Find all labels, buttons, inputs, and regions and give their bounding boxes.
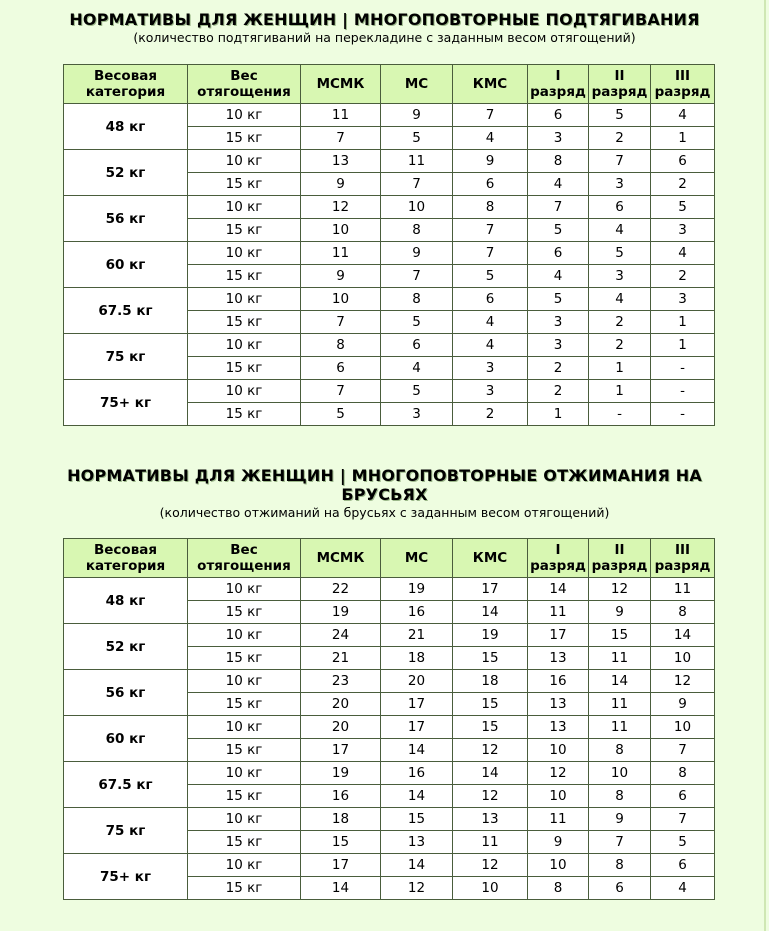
value-cell: 9	[651, 693, 715, 716]
extra-weight-cell: 10 кг	[188, 380, 301, 403]
table-row	[64, 808, 715, 831]
value-cell: 9	[589, 808, 651, 831]
value-cell: 13	[381, 831, 453, 854]
value-cell: 19	[453, 624, 528, 647]
value-cell: 5	[651, 196, 715, 219]
value-cell: 2	[453, 403, 528, 426]
value-cell: 13	[453, 808, 528, 831]
value-cell: 8	[381, 219, 453, 242]
value-cell: 1	[528, 403, 589, 426]
value-cell: 8	[381, 288, 453, 311]
value-cell: 16	[528, 670, 589, 693]
extra-weight-cell: 10 кг	[188, 624, 301, 647]
table-row	[64, 242, 715, 265]
value-cell: 12	[453, 785, 528, 808]
value-cell: -	[651, 403, 715, 426]
value-cell: 3	[528, 127, 589, 150]
value-cell: 6	[651, 854, 715, 877]
value-cell: 10	[301, 288, 381, 311]
value-cell: 4	[381, 357, 453, 380]
value-cell: 3	[453, 380, 528, 403]
extra-weight-cell: 15 кг	[188, 265, 301, 288]
value-cell: 17	[381, 693, 453, 716]
value-cell: 7	[528, 196, 589, 219]
value-cell: 14	[381, 785, 453, 808]
value-cell: 17	[381, 716, 453, 739]
weight-category-cell: 75 кг	[64, 334, 188, 380]
value-cell: 19	[301, 601, 381, 624]
extra-weight-cell: 10 кг	[188, 104, 301, 127]
value-cell: 13	[301, 150, 381, 173]
extra-weight-cell: 15 кг	[188, 127, 301, 150]
weight-category-cell: 48 кг	[64, 578, 188, 624]
value-cell: 9	[453, 150, 528, 173]
value-cell: 12	[453, 854, 528, 877]
value-cell: 7	[381, 265, 453, 288]
value-cell: 8	[301, 334, 381, 357]
header-ms: МС	[381, 65, 453, 104]
value-cell: 7	[301, 380, 381, 403]
value-cell: 18	[381, 647, 453, 670]
extra-weight-cell: 15 кг	[188, 357, 301, 380]
extra-weight-cell: 15 кг	[188, 403, 301, 426]
extra-weight-cell: 10 кг	[188, 150, 301, 173]
value-cell: 14	[589, 670, 651, 693]
value-cell: 7	[301, 127, 381, 150]
value-cell: 8	[528, 877, 589, 900]
value-cell: 14	[381, 854, 453, 877]
value-cell: 5	[453, 265, 528, 288]
extra-weight-cell: 15 кг	[188, 311, 301, 334]
table-row	[64, 196, 715, 219]
value-cell: 14	[651, 624, 715, 647]
value-cell: 10	[528, 785, 589, 808]
value-cell: 14	[453, 762, 528, 785]
value-cell: 5	[589, 242, 651, 265]
value-cell: 12	[301, 196, 381, 219]
table-row	[64, 104, 715, 127]
value-cell: 4	[651, 877, 715, 900]
value-cell: 6	[453, 173, 528, 196]
value-cell: 4	[528, 265, 589, 288]
dips-title: НОРМАТИВЫ ДЛЯ ЖЕНЩИН | МНОГОПОВТОРНЫЕ ОТЖИМАНИЯ НА БРУСЬЯХ	[67, 466, 702, 504]
value-cell: 24	[301, 624, 381, 647]
value-cell: 14	[453, 601, 528, 624]
header-rank-1: I разряд	[528, 539, 589, 578]
value-cell: 19	[381, 578, 453, 601]
header-kms: КМС	[453, 65, 528, 104]
value-cell: 5	[381, 380, 453, 403]
extra-weight-cell: 15 кг	[188, 785, 301, 808]
value-cell: -	[589, 403, 651, 426]
value-cell: 10	[589, 762, 651, 785]
value-cell: 2	[589, 127, 651, 150]
header-rank-3: III разряд	[651, 65, 715, 104]
value-cell: 17	[528, 624, 589, 647]
value-cell: 8	[589, 854, 651, 877]
table-row	[64, 150, 715, 173]
weight-category-cell: 56 кг	[64, 196, 188, 242]
value-cell: 10	[651, 647, 715, 670]
extra-weight-cell: 10 кг	[188, 196, 301, 219]
value-cell: 20	[381, 670, 453, 693]
value-cell: 9	[381, 242, 453, 265]
weight-category-cell: 75+ кг	[64, 854, 188, 900]
pullups-table	[63, 64, 715, 426]
value-cell: 11	[528, 808, 589, 831]
dips-section	[0, 466, 769, 520]
value-cell: 17	[453, 578, 528, 601]
value-cell: 3	[589, 173, 651, 196]
extra-weight-cell: 10 кг	[188, 854, 301, 877]
extra-weight-cell: 15 кг	[188, 877, 301, 900]
value-cell: 7	[589, 831, 651, 854]
value-cell: 9	[301, 265, 381, 288]
value-cell: 8	[589, 739, 651, 762]
value-cell: 12	[528, 762, 589, 785]
value-cell: 21	[381, 624, 453, 647]
value-cell: 7	[453, 104, 528, 127]
value-cell: 10	[301, 219, 381, 242]
extra-weight-cell: 10 кг	[188, 716, 301, 739]
value-cell: 6	[589, 196, 651, 219]
value-cell: 5	[528, 288, 589, 311]
value-cell: 12	[589, 578, 651, 601]
extra-weight-cell: 10 кг	[188, 762, 301, 785]
value-cell: 8	[651, 762, 715, 785]
weight-category-cell: 48 кг	[64, 104, 188, 150]
value-cell: 3	[589, 265, 651, 288]
value-cell: 11	[589, 693, 651, 716]
table-row	[64, 716, 715, 739]
value-cell: 9	[301, 173, 381, 196]
extra-weight-cell: 15 кг	[188, 601, 301, 624]
value-cell: 9	[528, 831, 589, 854]
value-cell: 11	[651, 578, 715, 601]
table-row	[64, 288, 715, 311]
weight-category-cell: 60 кг	[64, 242, 188, 288]
header-rank-2: II разряд	[589, 65, 651, 104]
value-cell: 10	[528, 854, 589, 877]
pullups-subtitle: (количество подтягиваний на перекладине с заданным весом отягощений)	[133, 30, 636, 45]
value-cell: 9	[381, 104, 453, 127]
value-cell: 3	[651, 288, 715, 311]
value-cell: 20	[301, 693, 381, 716]
header-weight-category: Весовая категория	[64, 539, 188, 578]
extra-weight-cell: 15 кг	[188, 831, 301, 854]
value-cell: 8	[453, 196, 528, 219]
value-cell: 1	[651, 311, 715, 334]
value-cell: 2	[528, 380, 589, 403]
value-cell: 14	[381, 739, 453, 762]
weight-category-cell: 75 кг	[64, 808, 188, 854]
value-cell: 3	[651, 219, 715, 242]
extra-weight-cell: 15 кг	[188, 173, 301, 196]
header-row	[64, 65, 715, 104]
value-cell: 12	[651, 670, 715, 693]
value-cell: 13	[528, 693, 589, 716]
header-weight-category: Весовая категория	[64, 65, 188, 104]
value-cell: 23	[301, 670, 381, 693]
value-cell: 7	[453, 242, 528, 265]
value-cell: 10	[651, 716, 715, 739]
value-cell: 2	[651, 173, 715, 196]
table-row	[64, 762, 715, 785]
value-cell: 21	[301, 647, 381, 670]
value-cell: 7	[381, 173, 453, 196]
value-cell: 5	[301, 403, 381, 426]
extra-weight-cell: 10 кг	[188, 670, 301, 693]
value-cell: 14	[301, 877, 381, 900]
pullups-title: НОРМАТИВЫ ДЛЯ ЖЕНЩИН | МНОГОПОВТОРНЫЕ ПОДТЯГИВАНИЯ	[69, 10, 700, 29]
header-extra-weight: Вес отягощения	[188, 539, 301, 578]
value-cell: 12	[453, 739, 528, 762]
value-cell: 6	[651, 150, 715, 173]
value-cell: 2	[589, 334, 651, 357]
value-cell: 10	[381, 196, 453, 219]
value-cell: 20	[301, 716, 381, 739]
header-rank-2: II разряд	[589, 539, 651, 578]
extra-weight-cell: 15 кг	[188, 693, 301, 716]
value-cell: 4	[589, 288, 651, 311]
value-cell: 3	[453, 357, 528, 380]
value-cell: 1	[589, 380, 651, 403]
value-cell: 6	[381, 334, 453, 357]
value-cell: 15	[381, 808, 453, 831]
weight-category-cell: 52 кг	[64, 624, 188, 670]
value-cell: 3	[528, 334, 589, 357]
value-cell: 4	[589, 219, 651, 242]
value-cell: 6	[651, 785, 715, 808]
value-cell: 11	[589, 647, 651, 670]
value-cell: 11	[381, 150, 453, 173]
value-cell: 11	[589, 716, 651, 739]
value-cell: 11	[453, 831, 528, 854]
value-cell: 5	[651, 831, 715, 854]
value-cell: 10	[453, 877, 528, 900]
value-cell: 4	[453, 334, 528, 357]
value-cell: 2	[589, 311, 651, 334]
value-cell: 1	[589, 357, 651, 380]
value-cell: 10	[528, 739, 589, 762]
weight-category-cell: 67.5 кг	[64, 288, 188, 334]
header-row	[64, 539, 715, 578]
value-cell: 11	[301, 242, 381, 265]
extra-weight-cell: 10 кг	[188, 334, 301, 357]
value-cell: 1	[651, 334, 715, 357]
value-cell: 15	[589, 624, 651, 647]
weight-category-cell: 60 кг	[64, 716, 188, 762]
dips-subtitle: (количество отжиманий на брусьях с заданным весом отягощений)	[159, 505, 610, 520]
value-cell: 11	[301, 104, 381, 127]
value-cell: 2	[651, 265, 715, 288]
value-cell: 12	[381, 877, 453, 900]
value-cell: 4	[651, 104, 715, 127]
value-cell: 6	[528, 242, 589, 265]
value-cell: 13	[528, 716, 589, 739]
header-rank-3: III разряд	[651, 539, 715, 578]
value-cell: 9	[589, 601, 651, 624]
value-cell: 7	[453, 219, 528, 242]
value-cell: 18	[301, 808, 381, 831]
table-row	[64, 670, 715, 693]
weight-category-cell: 67.5 кг	[64, 762, 188, 808]
value-cell: 8	[589, 785, 651, 808]
header-rank-1: I разряд	[528, 65, 589, 104]
table-row	[64, 578, 715, 601]
table-row	[64, 854, 715, 877]
value-cell: 5	[528, 219, 589, 242]
value-cell: 7	[589, 150, 651, 173]
header-msmk: МСМК	[301, 65, 381, 104]
header-msmk: МСМК	[301, 539, 381, 578]
value-cell: 2	[528, 357, 589, 380]
value-cell: 15	[453, 693, 528, 716]
header-kms: КМС	[453, 539, 528, 578]
value-cell: 15	[453, 647, 528, 670]
extra-weight-cell: 10 кг	[188, 578, 301, 601]
value-cell: 6	[528, 104, 589, 127]
value-cell: 4	[453, 311, 528, 334]
value-cell: 8	[651, 601, 715, 624]
weight-category-cell: 52 кг	[64, 150, 188, 196]
value-cell: 3	[528, 311, 589, 334]
extra-weight-cell: 15 кг	[188, 219, 301, 242]
value-cell: 16	[301, 785, 381, 808]
value-cell: 22	[301, 578, 381, 601]
value-cell: 11	[528, 601, 589, 624]
weight-category-cell: 56 кг	[64, 670, 188, 716]
value-cell: 7	[651, 808, 715, 831]
value-cell: 8	[528, 150, 589, 173]
table-row	[64, 380, 715, 403]
value-cell: 7	[301, 311, 381, 334]
weight-category-cell: 75+ кг	[64, 380, 188, 426]
value-cell: 6	[453, 288, 528, 311]
value-cell: 15	[453, 716, 528, 739]
extra-weight-cell: 15 кг	[188, 739, 301, 762]
pullups-section	[0, 10, 769, 45]
value-cell: 4	[528, 173, 589, 196]
value-cell: -	[651, 380, 715, 403]
value-cell: 17	[301, 854, 381, 877]
value-cell: 3	[381, 403, 453, 426]
extra-weight-cell: 15 кг	[188, 647, 301, 670]
value-cell: 6	[589, 877, 651, 900]
value-cell: 1	[651, 127, 715, 150]
extra-weight-cell: 10 кг	[188, 242, 301, 265]
dips-table	[63, 538, 715, 900]
value-cell: 17	[301, 739, 381, 762]
value-cell: -	[651, 357, 715, 380]
value-cell: 19	[301, 762, 381, 785]
value-cell: 5	[381, 311, 453, 334]
value-cell: 4	[453, 127, 528, 150]
value-cell: 14	[528, 578, 589, 601]
value-cell: 7	[651, 739, 715, 762]
value-cell: 15	[301, 831, 381, 854]
value-cell: 16	[381, 601, 453, 624]
value-cell: 4	[651, 242, 715, 265]
header-ms: МС	[381, 539, 453, 578]
value-cell: 13	[528, 647, 589, 670]
extra-weight-cell: 10 кг	[188, 808, 301, 831]
table-row	[64, 624, 715, 647]
value-cell: 16	[381, 762, 453, 785]
table-row	[64, 334, 715, 357]
value-cell: 5	[589, 104, 651, 127]
extra-weight-cell: 10 кг	[188, 288, 301, 311]
header-extra-weight: Вес отягощения	[188, 65, 301, 104]
value-cell: 18	[453, 670, 528, 693]
value-cell: 5	[381, 127, 453, 150]
value-cell: 6	[301, 357, 381, 380]
